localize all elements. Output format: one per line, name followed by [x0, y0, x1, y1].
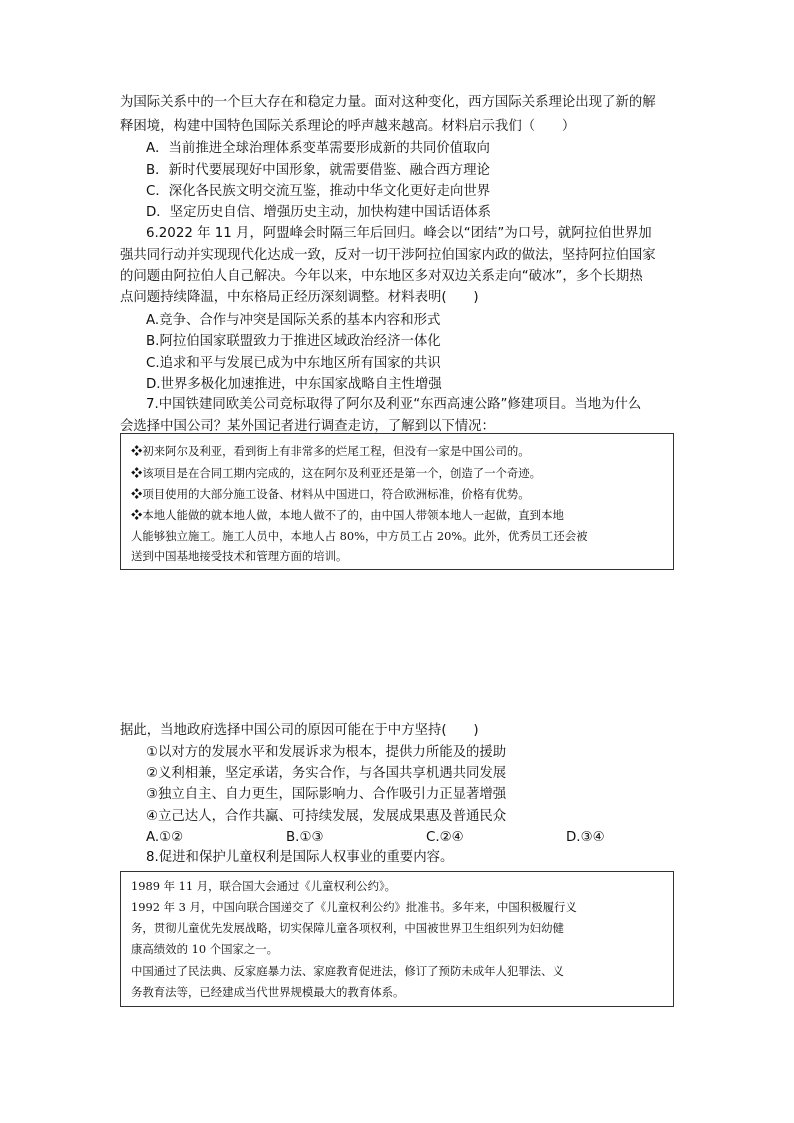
q5-option-c: C．深化各民族文明交流互鉴，推动中华文化更好走向世界 [146, 184, 491, 199]
q8-material-line-2: 1992 年 3 月，中国向联合国递交了《儿童权利公约》批准书。多年来，中国积极履行义 [131, 900, 577, 914]
q8-material-line-6: 务教育法等，已经建成当代世界规模最大的教育体系。 [131, 985, 405, 999]
q7-material-box [120, 433, 674, 570]
q5-option-d: D．坚定历史自信、增强历史主动，加快构建中国话语体系 [146, 205, 492, 220]
q6-stem-line-4: 点问题持续降温，中东格局正经历深刻调整。材料表明( ) [120, 290, 479, 305]
q5-option-b: B．新时代要展现好中国形象，就需要借鉴、融合西方理论 [146, 163, 490, 178]
q7-stem-line-2: 会选择中国公司？某外国记者进行调查走访，了解到以下情况： [120, 419, 495, 434]
q7-material-line-6: 送到中国基地接受技术和管理方面的培训。 [131, 549, 348, 563]
q7-material-line-5: 人能够独立施工。施工人员中，本地人占 80%，中方员工占 20%。此外，优秀员工还会被 [131, 529, 588, 543]
q8-material-box [120, 871, 674, 1007]
q8-material-line-5: 中国通过了民法典、反家庭暴力法、家庭教育促进法，修订了预防未成年人犯罪法、义 [131, 964, 564, 978]
q7-choice-c: C.②④ [426, 830, 464, 845]
q7-statement-3: ③独立自主、自力更生，国际影响力、合作吸引力正显著增强 [146, 787, 507, 802]
q6-stem-line-1: 6.2022 年 11 月，阿盟峰会时隔三年后回归。峰会以“团结”为口号，就阿拉伯世界加 [146, 226, 652, 241]
q6-option-a: A.竞争、合作与冲突是国际关系的基本内容和形式 [146, 313, 441, 328]
q5-option-a: A．当前推进全球治理体系变革需要形成新的共同价值取向 [146, 141, 490, 156]
q7-statement-2: ②义利相兼，坚定承诺，务实合作，与各国共享机遇共同发展 [146, 766, 507, 781]
q7-stem-line-1: 7.中国铁建同欧美公司竞标取得了阿尔及利亚“东西高速公路”修建项目。当地为什么 [146, 397, 642, 412]
q7-question: 据此，当地政府选择中国公司的原因可能在于中方坚持( ) [120, 723, 479, 738]
q7-choice-a: A.①② [146, 830, 184, 845]
q7-material-line-1: ❖初来阿尔及利亚，看到街上有非常多的烂尾工程，但没有一家是中国公司的。 [131, 444, 530, 458]
q7-material-line-2: ❖该项目是在合同工期内完成的，这在阿尔及利亚还是第一个，创造了一个奇迹。 [131, 466, 542, 480]
q5-stem-line-1: 为国际关系中的一个巨大存在和稳定力量。面对这种变化，西方国际关系理论出现了新的解 [120, 95, 656, 110]
q7-material-line-3: ❖项目使用的大部分施工设备、材料从中国进口，符合欧洲标准，价格有优势。 [131, 487, 530, 501]
q8-material-line-1: 1989 年 11 月，联合国大会通过《儿童权利公约》。 [131, 879, 397, 893]
q6-option-d: D.世界多极化加速推进，中东国家战略自主性增强 [146, 377, 442, 392]
q6-stem-line-3: 的问题由阿拉伯人自己解决。今年以来，中东地区多对双边关系走向“破冰”，多个长期热 [120, 269, 643, 284]
q7-choice-d: D.③④ [566, 830, 605, 845]
q7-statement-1: ①以对方的发展水平和发展诉求为根本，提供力所能及的援助 [146, 745, 507, 760]
q6-option-c: C.追求和平与发展已成为中东地区所有国家的共识 [146, 356, 441, 371]
q7-statement-4: ④立己达人，合作共赢、可持续发展，发展成果惠及普通民众 [146, 809, 507, 824]
q6-stem-line-2: 强共同行动并实现现代化达成一致，反对一切干涉阿拉伯国家内政的做法，坚持阿拉伯国家 [120, 248, 656, 263]
q8-material-line-4: 康高绩效的 10 个国家之一。 [131, 942, 279, 956]
q5-stem-line-2: 释困境，构建中国特色国际关系理论的呼声越来越高。材料启示我们（ ） [120, 119, 576, 134]
q6-option-b: B.阿拉伯国家联盟致力于推进区域政治经济一体化 [146, 334, 441, 349]
q7-material-line-4: ❖本地人能做的就本地人做，本地人做不了的，由中国人带领本地人一起做，直到本地 [131, 508, 564, 522]
q8-material-line-3: 务，贯彻儿童优先发展战略，切实保障儿童各项权利，中国被世界卫生组织列为妇幼健 [131, 921, 564, 935]
q7-choice-b: B.①③ [286, 830, 324, 845]
q8-stem: 8.促进和保护儿童权利是国际人权事业的重要内容。 [146, 850, 454, 865]
